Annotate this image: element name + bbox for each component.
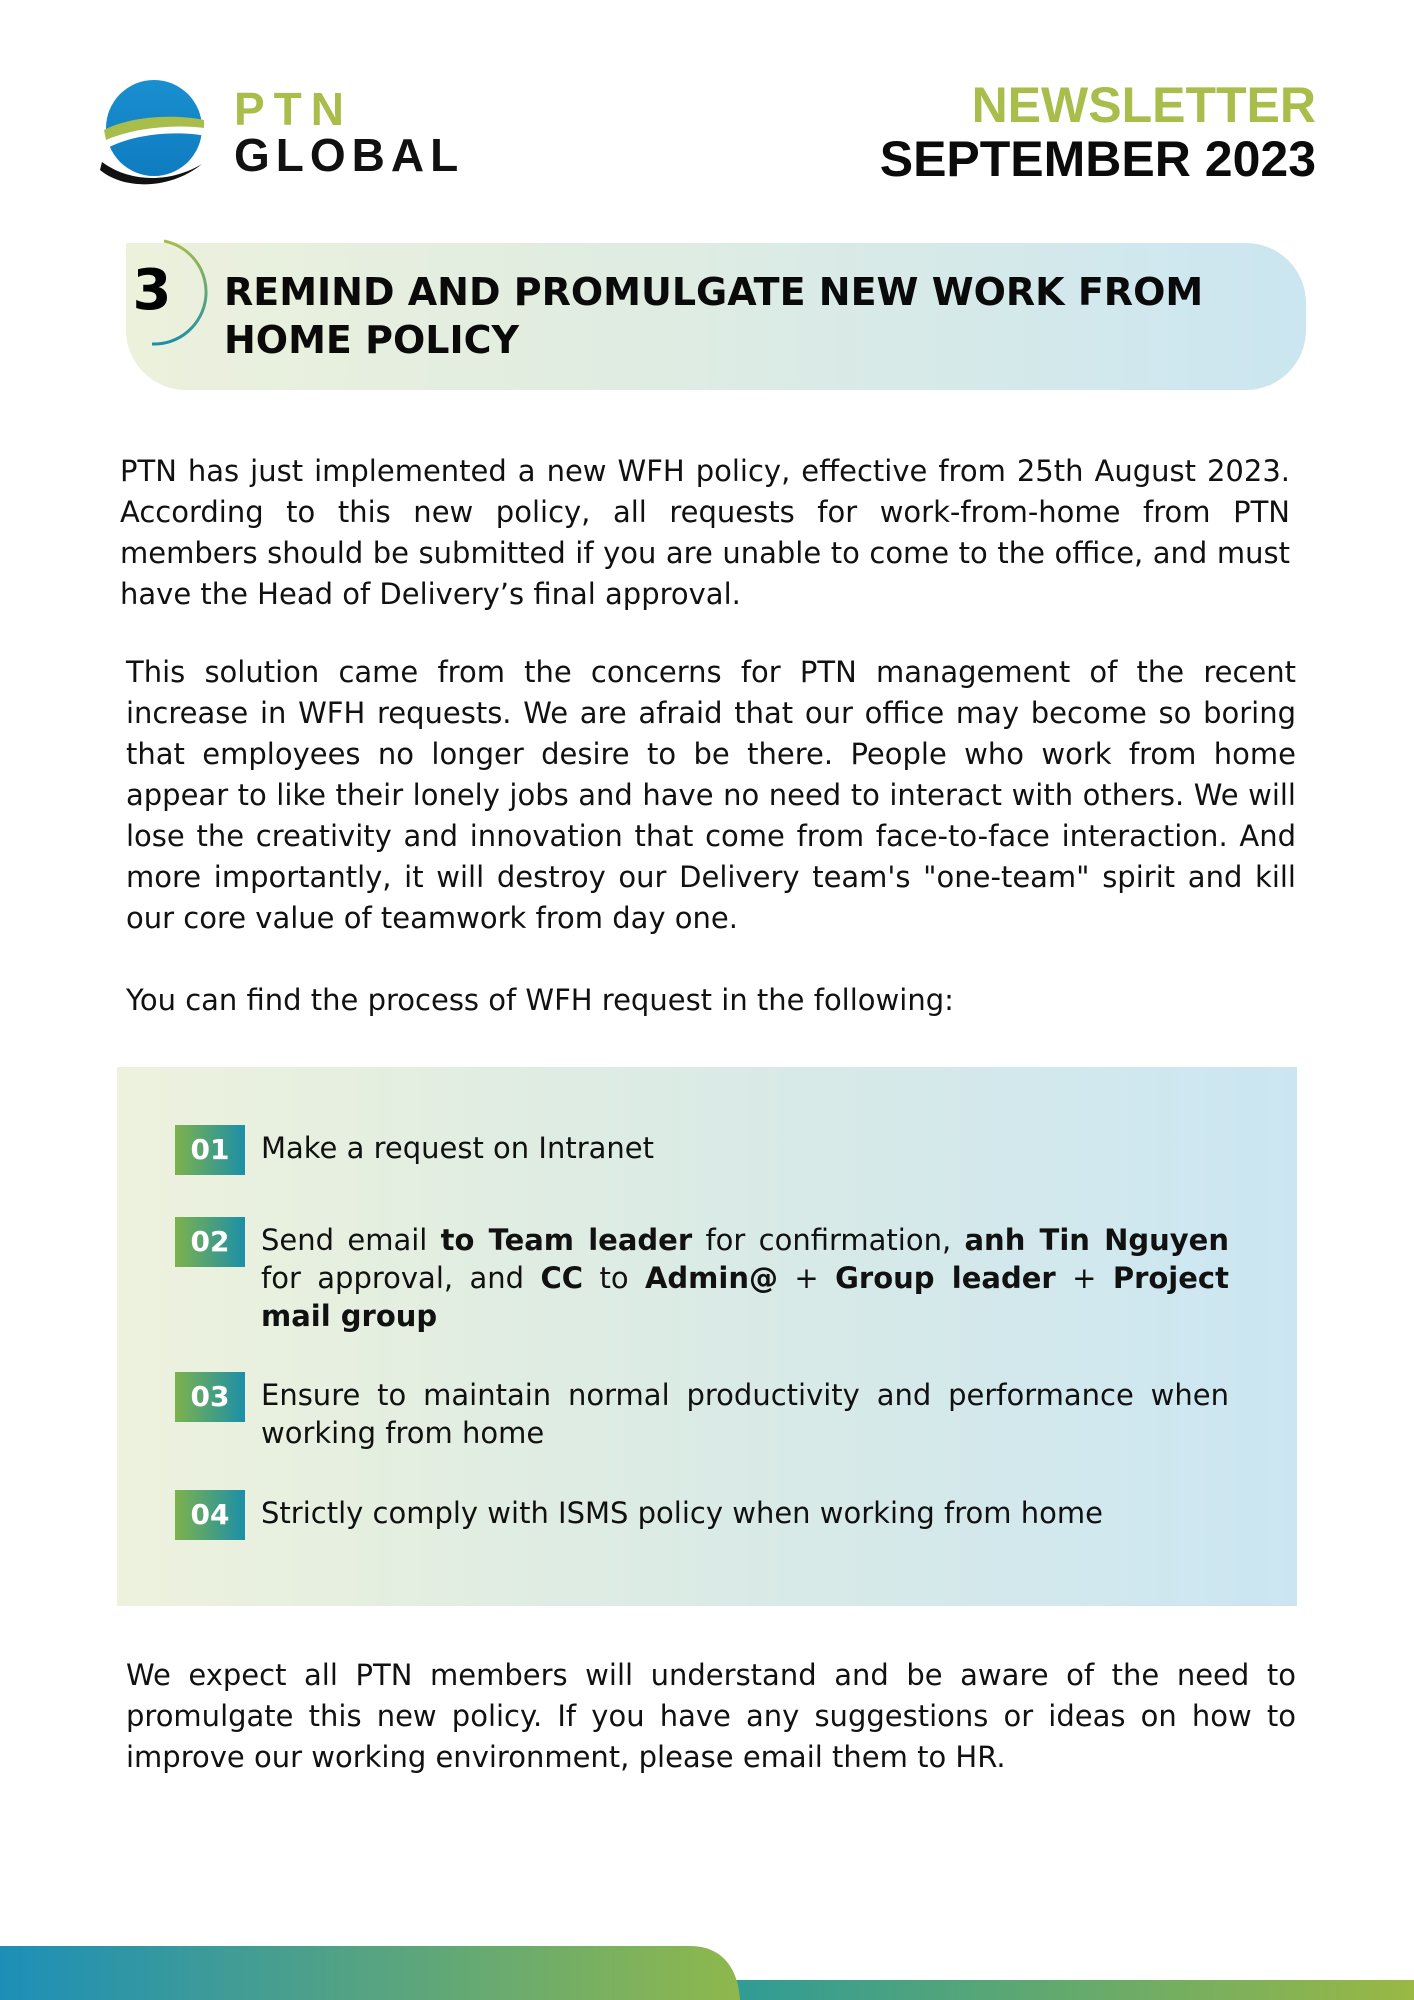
newsletter-label: NEWSLETTER <box>971 77 1316 133</box>
step-text: Send email to Team leader for confirmation, anh Tin Nguyen for approval, and CC to Admin@ + Group leader + Project mail group <box>261 1223 1229 1333</box>
step-text: Ensure to maintain normal productivity and performance when working from home <box>261 1378 1229 1450</box>
ptn-globe-logo-icon <box>98 78 206 194</box>
step-number-badge: 02 <box>175 1217 245 1267</box>
step-number-badge: 04 <box>175 1490 245 1540</box>
section-title: REMIND AND PROMULGATE NEW WORK FROM HOME POLICY <box>224 270 1204 362</box>
emphasis: to Team leader <box>440 1223 693 1257</box>
brand-wordmark <box>234 83 465 181</box>
brand-line-global: GLOBAL <box>234 129 465 181</box>
wfh-process-panel <box>117 1067 1297 1606</box>
emphasis: anh Tin Nguyen <box>964 1223 1229 1257</box>
intro-paragraph: PTN has just implemented a new WFH policy, effective from 25th August 2023. According to this new policy, all requests for work-from-home from PTN members should be submitted if you are unable to come to the office, and must have the Head of Delivery’s final approval. <box>120 454 1290 611</box>
newsletter-header <box>880 78 1316 186</box>
step-text: Make a request on Intranet <box>261 1131 654 1165</box>
emphasis: Admin@ <box>644 1261 778 1295</box>
step-number-badge: 03 <box>175 1372 245 1422</box>
process-intro: You can find the process of WFH request in the following: <box>126 983 954 1017</box>
section-number: 3 <box>132 258 172 323</box>
brand-line-ptn: PTN <box>234 83 353 135</box>
emphasis: Group leader <box>835 1261 1056 1295</box>
step-number-badge: 01 <box>175 1125 245 1175</box>
emphasis: Project mail group <box>261 1261 1229 1333</box>
reason-paragraph: This solution came from the concerns for PTN management of the recent increase in WFH requests. We are afraid that our office may become so boring that employees no longer desire to be there. People who work from home appear to like their lonely jobs and have no need to interact with others. We will lose the creativity and innovation that come from face-to-face interaction. And more importantly, it will destroy our Delivery team's "one-team" spirit and kill our core value of teamwork from day one. <box>126 655 1296 935</box>
step-text: Strictly comply with ISMS policy when working from home <box>261 1496 1103 1530</box>
closing-paragraph: We expect all PTN members will understand and be aware of the need to promulgate this new policy. If you have any suggestions or ideas on how to improve our working environment, please email them to HR. <box>126 1658 1296 1774</box>
issue-date: SEPTEMBER 2023 <box>879 131 1316 187</box>
emphasis: CC <box>540 1261 584 1295</box>
footer-decoration <box>0 1946 1414 2000</box>
